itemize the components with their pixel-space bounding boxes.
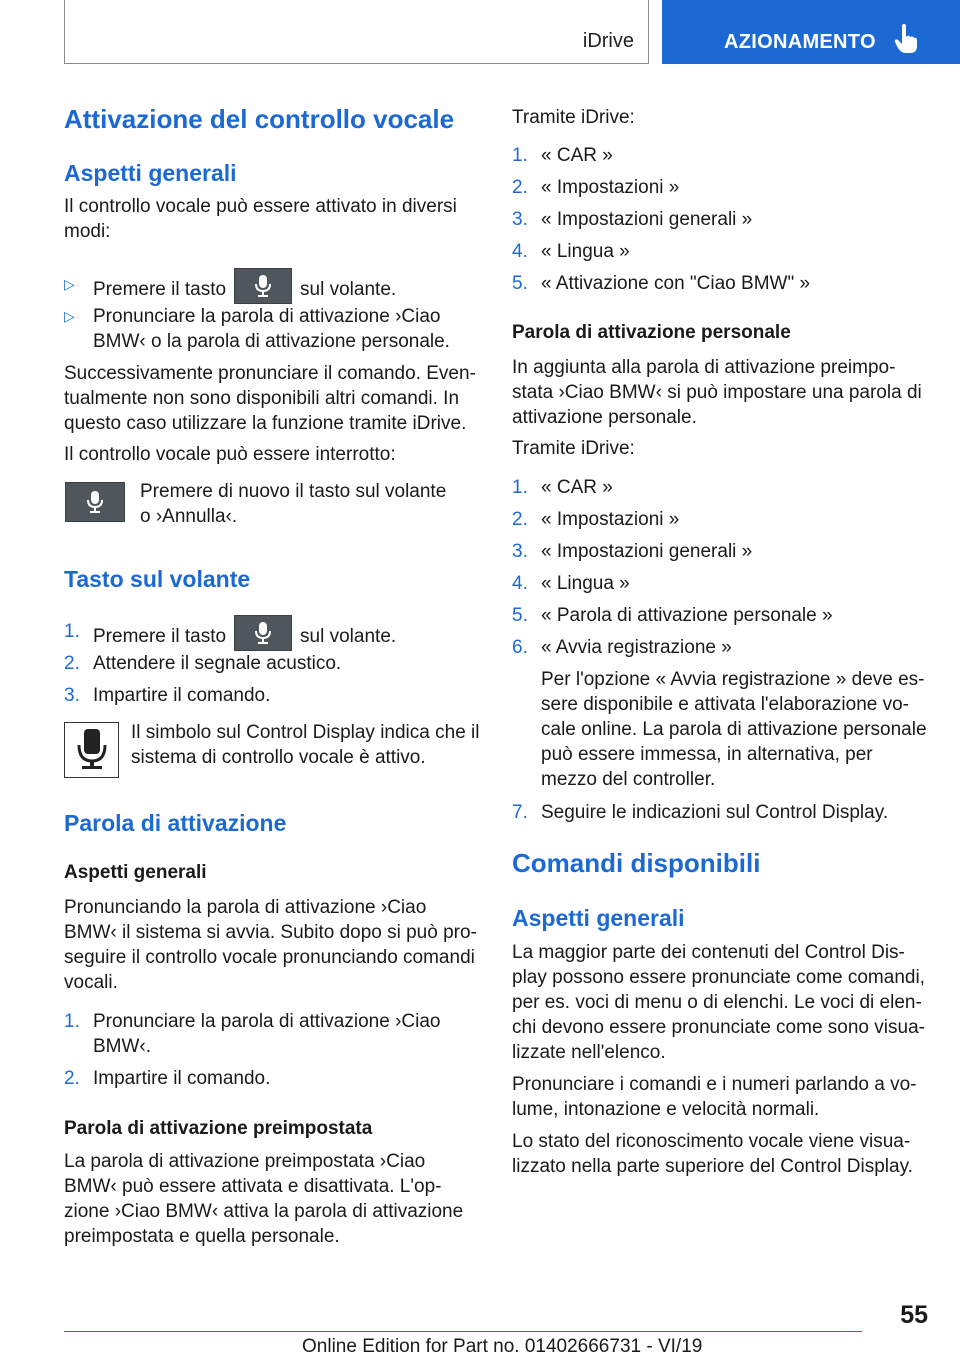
microphone-icon	[255, 622, 271, 644]
list-item	[512, 271, 928, 296]
note-interrupt-line-1: Premere di nuovo il tasto sul volante	[140, 481, 447, 502]
commands-para3-line-1: Lo stato del riconoscimento vocale viene visua-	[512, 1131, 911, 1152]
intro-line-2: modi:	[64, 221, 111, 242]
step-text: « CAR »	[541, 477, 613, 498]
para2-line-2: tualmente non sono disponibili altri comandi. In	[64, 388, 460, 409]
pointing-hand-icon	[894, 24, 918, 54]
step-number: 1.	[512, 477, 528, 498]
commands-para1-line-2: play possono essere pronunciate come comandi,	[512, 967, 925, 988]
heading-wake-word: Parola di attivazione	[64, 810, 287, 836]
step-number: 3.	[64, 685, 80, 706]
microphone-icon	[87, 491, 103, 513]
list-item	[512, 143, 928, 168]
list-item	[512, 571, 928, 596]
bullet-say-wake-word	[64, 304, 480, 354]
step-number: 4.	[512, 573, 528, 594]
para3-line: Il controllo vocale può essere interrotto:	[64, 444, 396, 465]
list-item	[512, 603, 928, 628]
heading-general-aspects: Aspetti generali	[512, 905, 685, 931]
triangle-bullet-icon: ▷	[64, 308, 75, 324]
preset-para-line-1: La parola di attivazione preimpostata ›Ciao	[64, 1151, 426, 1172]
step-text: « Avvia registrazione »	[541, 637, 732, 658]
step-text: « Parola di attivazione personale »	[541, 605, 833, 626]
voice-key-image	[65, 482, 125, 522]
list-item	[64, 619, 480, 648]
step-text-line-2: BMW‹.	[93, 1036, 152, 1057]
list-item	[64, 651, 480, 676]
list-item	[512, 507, 928, 532]
step-number: 2.	[64, 1068, 80, 1089]
bullet-press-button	[64, 272, 480, 301]
voice-key-image	[234, 268, 292, 304]
step-number: 6.	[512, 637, 528, 658]
bullet2-line-1: Pronunciare la parola di attivazione ›Ciao	[93, 306, 441, 327]
step-number: 2.	[512, 177, 528, 198]
step-text: « Lingua »	[541, 241, 630, 262]
bullet2-line-2: BMW‹ o la parola di attivazione personale.	[93, 331, 450, 352]
personal-para-line-1: In aggiunta alla parola di attivazione preimpo-	[512, 357, 896, 378]
heading-general-aspects: Aspetti generali	[64, 160, 237, 186]
step-number: 1.	[64, 1011, 80, 1032]
step-text: Impartire il comando.	[93, 685, 271, 706]
note-symbol-line-2: sistema di controllo vocale è attivo.	[131, 747, 426, 768]
note-interrupt-line-2: o ›Annulla‹.	[140, 506, 238, 527]
step-text: « Attivazione con "Ciao BMW" »	[541, 273, 811, 294]
intro-line-1: Il controllo vocale può essere attivato in diversi	[64, 196, 457, 217]
header-section-box	[64, 0, 649, 64]
para2-line-3: questo caso utilizzare la funzione tramite iDrive.	[64, 413, 467, 434]
page-number: 55	[900, 1301, 928, 1329]
wake-para-line-3: seguire il controllo vocale pronunciando comandi	[64, 947, 475, 968]
heading-wheel-button: Tasto sul volante	[64, 566, 251, 592]
header-chapter-label: AZIONAMENTO	[724, 31, 876, 53]
step-number: 5.	[512, 605, 528, 626]
step-text-post: sul volante.	[300, 626, 397, 648]
voice-active-symbol	[64, 722, 119, 778]
section-title-activation: Attivazione del controllo vocale	[64, 104, 455, 134]
step-text-line-1: Pronunciare la parola di attivazione ›Ciao	[93, 1011, 441, 1032]
wake-para-line-1: Pronunciando la parola di attivazione ›Ciao	[64, 897, 427, 918]
list-item	[512, 635, 928, 660]
microphone-icon	[77, 729, 107, 771]
step-number: 3.	[512, 209, 528, 230]
commands-para2-line-2: lume, intonazione e velocità normali.	[512, 1099, 820, 1120]
wake-para-line-4: vocali.	[64, 972, 118, 993]
step-text: « CAR »	[541, 145, 613, 166]
step-number: 1.	[64, 621, 80, 642]
voice-key-image	[234, 615, 292, 651]
step6-detail-line-4: può essere immessa, in alternativa, per	[541, 744, 873, 765]
header-chapter-tab	[662, 0, 960, 64]
step-number: 2.	[64, 653, 80, 674]
footer-divider	[64, 1331, 862, 1332]
step-text-pre: Premere il tasto	[93, 626, 227, 648]
subheading-general: Aspetti generali	[64, 862, 207, 883]
step-text: Attendere il segnale acustico.	[93, 653, 342, 674]
step-text: « Impostazioni »	[541, 177, 680, 198]
preset-para-line-4: preimpostata e quella personale.	[64, 1226, 340, 1247]
bullet-text-post: sul volante.	[300, 279, 397, 301]
subheading-personal-wake-word: Parola di attivazione personale	[512, 322, 791, 343]
wake-para-line-2: BMW‹ il sistema si avvia. Subito dopo si può pro-	[64, 922, 477, 943]
step6-detail-line-5: mezzo del controller.	[541, 769, 716, 790]
step-text: « Impostazioni »	[541, 509, 680, 530]
personal-para-line-3: attivazione personale.	[512, 407, 697, 428]
personal-para-line-2: stata ›Ciao BMW‹ si può impostare una parola di	[512, 382, 922, 403]
step-number: 1.	[512, 145, 528, 166]
step-number: 4.	[512, 241, 528, 262]
step6-detail-line-1: Per l'opzione « Avvia registrazione » deve es-	[541, 669, 925, 690]
subheading-preset-wake-word: Parola di attivazione preimpostata	[64, 1118, 373, 1139]
section-title-commands: Comandi disponibili	[512, 848, 761, 878]
list-item	[512, 207, 928, 232]
note-symbol-line-1: Il simbolo sul Control Display indica che il	[131, 722, 480, 743]
step-text: Impartire il comando.	[93, 1068, 271, 1089]
step-text: Seguire le indicazioni sul Control Display.	[541, 802, 889, 823]
step-number: 3.	[512, 541, 528, 562]
step-number: 5.	[512, 273, 528, 294]
commands-para1-line-5: lizzate nell'elenco.	[512, 1042, 666, 1063]
preset-para-line-2: BMW‹ può essere attivata e disattivata. L'op-	[64, 1176, 442, 1197]
list-item	[512, 175, 928, 200]
list-item	[512, 800, 928, 825]
list-item	[64, 1066, 480, 1091]
commands-para1-line-3: per es. voci di menu o di elenchi. Le voci di elen-	[512, 992, 922, 1013]
commands-para2-line-1: Pronunciare i comandi e i numeri parlando a vo-	[512, 1074, 917, 1095]
commands-para1-line-1: La maggior parte dei contenuti del Control Dis-	[512, 942, 905, 963]
list-item	[512, 539, 928, 564]
commands-para3-line-2: lizzato nella parte superiore del Control Display.	[512, 1156, 913, 1177]
list-item	[512, 475, 928, 500]
triangle-bullet-icon: ▷	[64, 276, 75, 292]
preset-para-line-3: zione ›Ciao BMW‹ attiva la parola di attivazione	[64, 1201, 464, 1222]
step6-detail-line-3: cale online. La parola di attivazione personale	[541, 719, 927, 740]
footer-edition: Online Edition for Part no. 01402666731 - VI/19	[302, 1336, 703, 1357]
microphone-icon	[255, 275, 271, 297]
step6-detail-line-2: sere disponibile e attivata l'elaborazione vo-	[541, 694, 910, 715]
bullet-text-pre: Premere il tasto	[93, 279, 227, 301]
step-number: 7.	[512, 802, 528, 823]
list-item	[64, 1009, 480, 1059]
step-text: « Lingua »	[541, 573, 630, 594]
step-number: 2.	[512, 509, 528, 530]
list-item	[512, 239, 928, 264]
step-text: « Impostazioni generali »	[541, 541, 753, 562]
header-section-label: iDrive	[582, 30, 634, 52]
para2-line-1: Successivamente pronunciare il comando. Even-	[64, 363, 476, 384]
via-idrive-label: Tramite iDrive:	[512, 438, 635, 459]
list-item	[64, 683, 480, 708]
via-idrive-label: Tramite iDrive:	[512, 107, 635, 128]
step-text: « Impostazioni generali »	[541, 209, 753, 230]
commands-para1-line-4: chi devono essere pronunciate come sono visua-	[512, 1017, 925, 1038]
